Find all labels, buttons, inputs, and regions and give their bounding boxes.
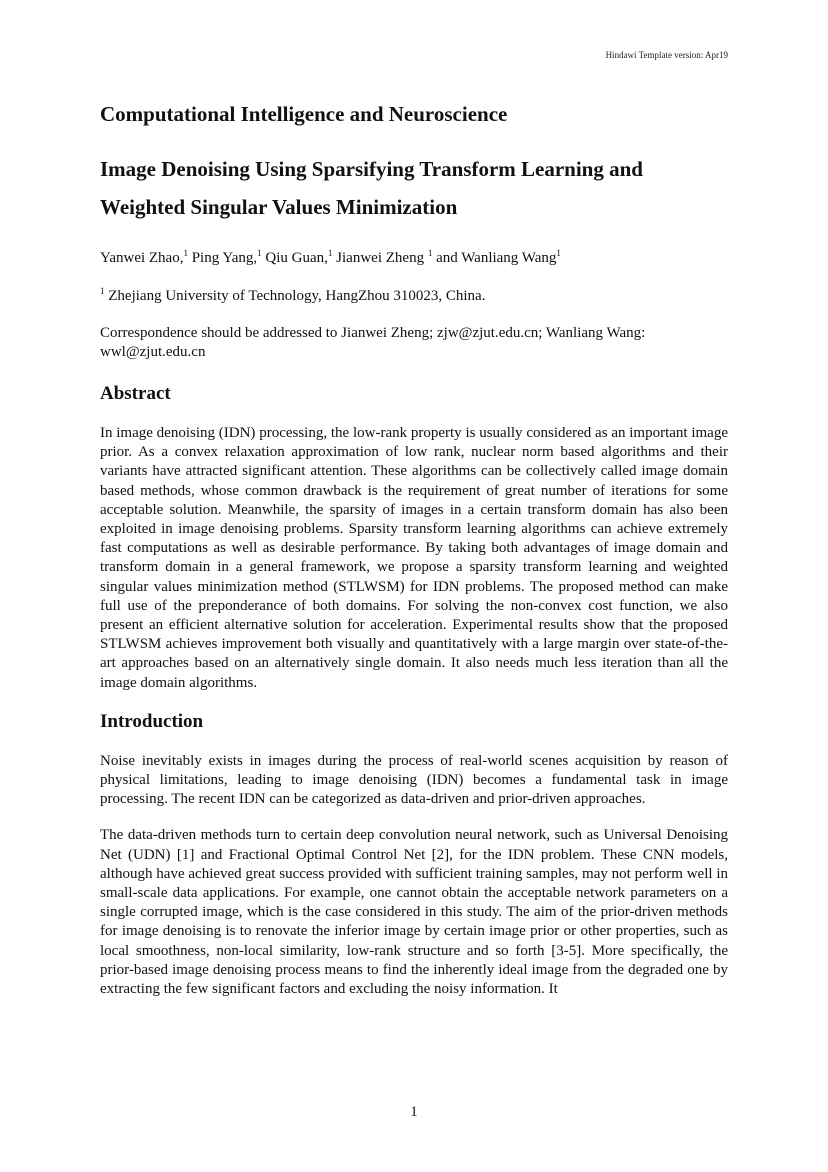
page-number: 1 bbox=[410, 1104, 418, 1120]
abstract-heading: Abstract bbox=[100, 383, 171, 404]
author-list bbox=[100, 248, 728, 268]
introduction-paragraph-1: Noise inevitably exists in images during the process of real-world scenes acquisition by reason of physical limitations, leading to image denoising (IDN) becomes a fundamental task in image processing. The recent IDN can be categorized as data-driven and prior-driven approaches. bbox=[100, 752, 728, 808]
journal-title: Computational Intelligence and Neuroscience bbox=[100, 102, 508, 126]
author-affiliation-mark: 1 bbox=[427, 248, 433, 258]
author-name: Yanwei Zhao, bbox=[100, 250, 184, 266]
correspondence-note: Correspondence should be addressed to Jianwei Zheng; zjw@zjut.edu.cn; Wanliang Wang: wwl@zjut.edu.cn bbox=[100, 325, 646, 360]
introduction-paragraph-2: The data-driven methods turn to certain deep convolution neural network, such as Universal Denoising Net (UDN) [1] and Fractional Optimal Control Net [2], for the IDN problem. These CNN models, although have achieved great success provided with sufficient training samples, may not perform well in small-scale data applications. For example, one cannot obtain the acceptable network parameters on a single corrupted image, which is the case considered in this study. The aim of the prior-driven methods for image denoising is to renovate the inferior image by certain image prior or other properties, such as local smoothness, non-local similarity, low-rank structure and so forth [3-5]. More specifically, the prior-based image denoising process means to find the inherently ideal image from the degraded one by extracting the few significant factors and excluding the noisy information. It bbox=[100, 827, 728, 998]
author-name: Jianwei Zheng bbox=[332, 250, 428, 266]
author-name: Ping Yang, bbox=[187, 250, 258, 266]
author-affiliation-mark: 1 bbox=[556, 248, 561, 258]
abstract-paragraph: In image denoising (IDN) processing, the low-rank property is usually considered as an important image prior. As a convex relaxation approximation of low rank, nuclear norm based algorithms and their variants have attracted significant attention. These algorithms can be collectively called image domain based methods, whose common drawback is the requirement of great number of iterations for some acceptable solution. Meanwhile, the sparsity of images in a certain transform domain has also been exploited in image denoising problems. Sparsity transform learning algorithms can achieve extremely fast computations as well as desirable performance. By taking both advantages of image domain and transform domain in a general framework, we propose a sparsity transform learning and weighted singular values minimization method (STLWSM) for IDN problems. The proposed method can make full use of the preponderance of both domains. For solving the non-convex cost function, we also present an efficient alternative solution for acceleration. Experimental results show that the proposed STLWSM achieves improvement both visually and quantitatively with a large margin over state-of-the-art approaches based on an alternatively single domain. It also needs much less iteration than all the image domain algorithms. bbox=[100, 425, 728, 691]
affiliation-text: Zhejiang University of Technology, HangZhou 310023, China. bbox=[104, 288, 486, 304]
template-version-label: Hindawi Template version: Apr19 bbox=[605, 50, 728, 60]
page-content bbox=[100, 100, 728, 1016]
author-affiliation-mark: 1 bbox=[183, 248, 188, 258]
affiliation-mark: 1 bbox=[100, 286, 105, 296]
paper-title: Image Denoising Using Sparsifying Transform Learning and Weighted Singular Values Minimization bbox=[100, 157, 643, 219]
affiliation bbox=[100, 286, 728, 306]
author-affiliation-mark: 1 bbox=[257, 248, 262, 258]
author-name: Qiu Guan, bbox=[261, 250, 328, 266]
introduction-heading: Introduction bbox=[100, 710, 204, 732]
author-name: and Wanliang Wang bbox=[432, 250, 557, 266]
author-affiliation-mark: 1 bbox=[327, 248, 333, 258]
